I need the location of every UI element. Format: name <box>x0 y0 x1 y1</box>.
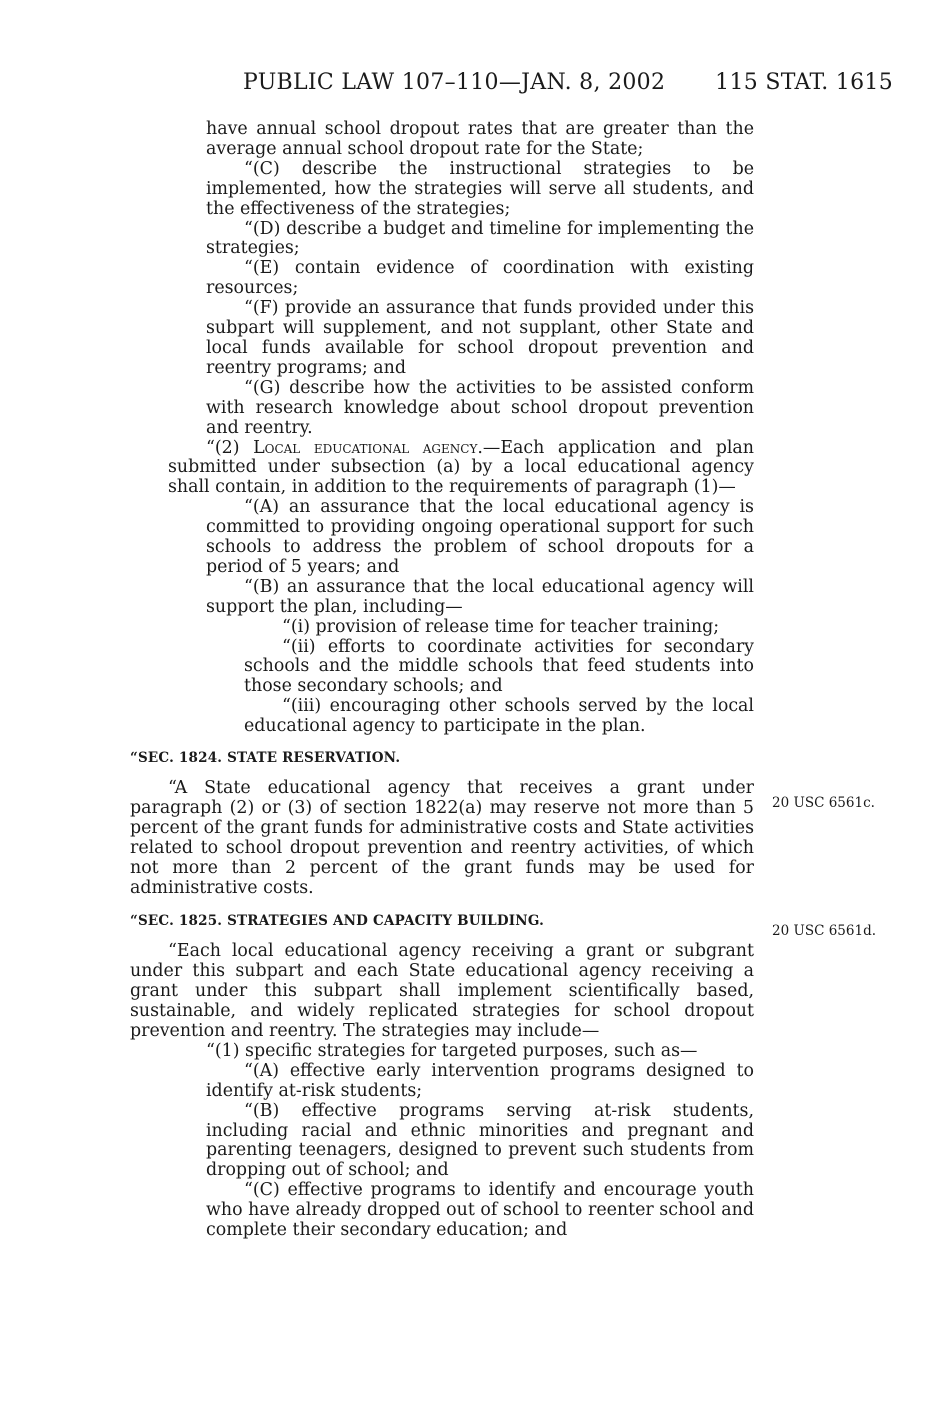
section-heading-1824: “SEC. 1824. STATE RESERVATION. <box>130 750 401 767</box>
paragraph: “(F) provide an assurance that funds provided under this subpart will supplement, and not supplant, other State and local funds available for school dropout prevention and reentry programs; and <box>206 298 754 378</box>
law-title: PUBLIC LAW 107–110—JAN. 8, 2002 <box>243 70 666 95</box>
usc-citation-1825: 20 USC 6561d. <box>772 923 877 939</box>
paragraph: “(C) effective programs to identify and encourage youth who have already dropped out of school to reenter school and complete their secondary education; and <box>206 1180 754 1241</box>
paragraph: “(B) an assurance that the local educational agency will support the plan, including— <box>206 576 754 617</box>
usc-citation-1824: 20 USC 6561c. <box>772 795 875 811</box>
paragraph-prefix: “(2) <box>206 437 254 458</box>
running-head <box>243 70 893 100</box>
paragraph <box>130 439 754 499</box>
body-text <box>130 120 754 1241</box>
section-heading-1825: “SEC. 1825. STRATEGIES AND CAPACITY BUILDING. <box>130 913 544 930</box>
paragraph: have annual school dropout rates that are greater than the average annual school dropout rate for the State; <box>206 119 754 159</box>
paragraph: “(B) effective programs serving at-risk students, including racial and ethnic minorities and pregnant and parenting teenagers, designed to prevent such students from dropping out of school; and <box>206 1100 754 1181</box>
paragraph: “(G) describe how the activities to be assisted conform with research knowledge about school dropout prevention and reentry. <box>206 377 754 438</box>
stat-page-number: 115 STAT. 1615 <box>715 70 893 95</box>
paragraph: “(C) describe the instructional strategies to be implemented, how the strategies will serve all students, and the effectiveness of the strategies; <box>206 158 754 219</box>
paragraph: “(1) specific strategies for targeted purposes, such as— <box>206 1040 698 1061</box>
paragraph-text: —Each application and plan submitted under subsection (a) by a local educational agency shall contain, in addition to the requirements of paragraph (1)— <box>168 437 754 498</box>
paragraph: “(ii) efforts to coordinate activities for secondary schools and the middle schools that feed students into those secondary schools; and <box>244 636 754 697</box>
paragraph: “(D) describe a budget and timeline for implementing the strategies; <box>206 218 754 259</box>
section-text-1825: “Each local educational agency receiving a grant or subgrant under this subpart and each State educational agency receiving a grant under this subpart shall implement scientifically based, sustainable, and widely replicated strategies for school dropout prevention and reentry. The strategies may include— <box>130 941 754 1041</box>
paragraph: “(iii) encouraging other schools served by the local educational agency to participate in the plan. <box>244 696 754 737</box>
paragraph: “(A) an assurance that the local educational agency is committed to providing ongoing operational support for such schools to address the problem of school dropouts for a period of 5 years; and <box>206 497 754 577</box>
section-text-1824: “A State educational agency that receives a grant under paragraph (2) or (3) of section 1822(a) may reserve not more than 5 percent of the grant funds for administrative costs and State activities related to school dropout prevention and reentry activities, of which not more than 2 percent of the grant funds may be used for administrative costs. <box>130 778 754 898</box>
paragraph: “(A) effective early intervention programs designed to identify at-risk students; <box>206 1060 754 1101</box>
paragraph-heading: Local educational agency. <box>253 437 483 458</box>
paragraph: “(E) contain evidence of coordination with existing resources; <box>206 258 754 299</box>
paragraph: “(i) provision of release time for teacher training; <box>282 616 720 637</box>
